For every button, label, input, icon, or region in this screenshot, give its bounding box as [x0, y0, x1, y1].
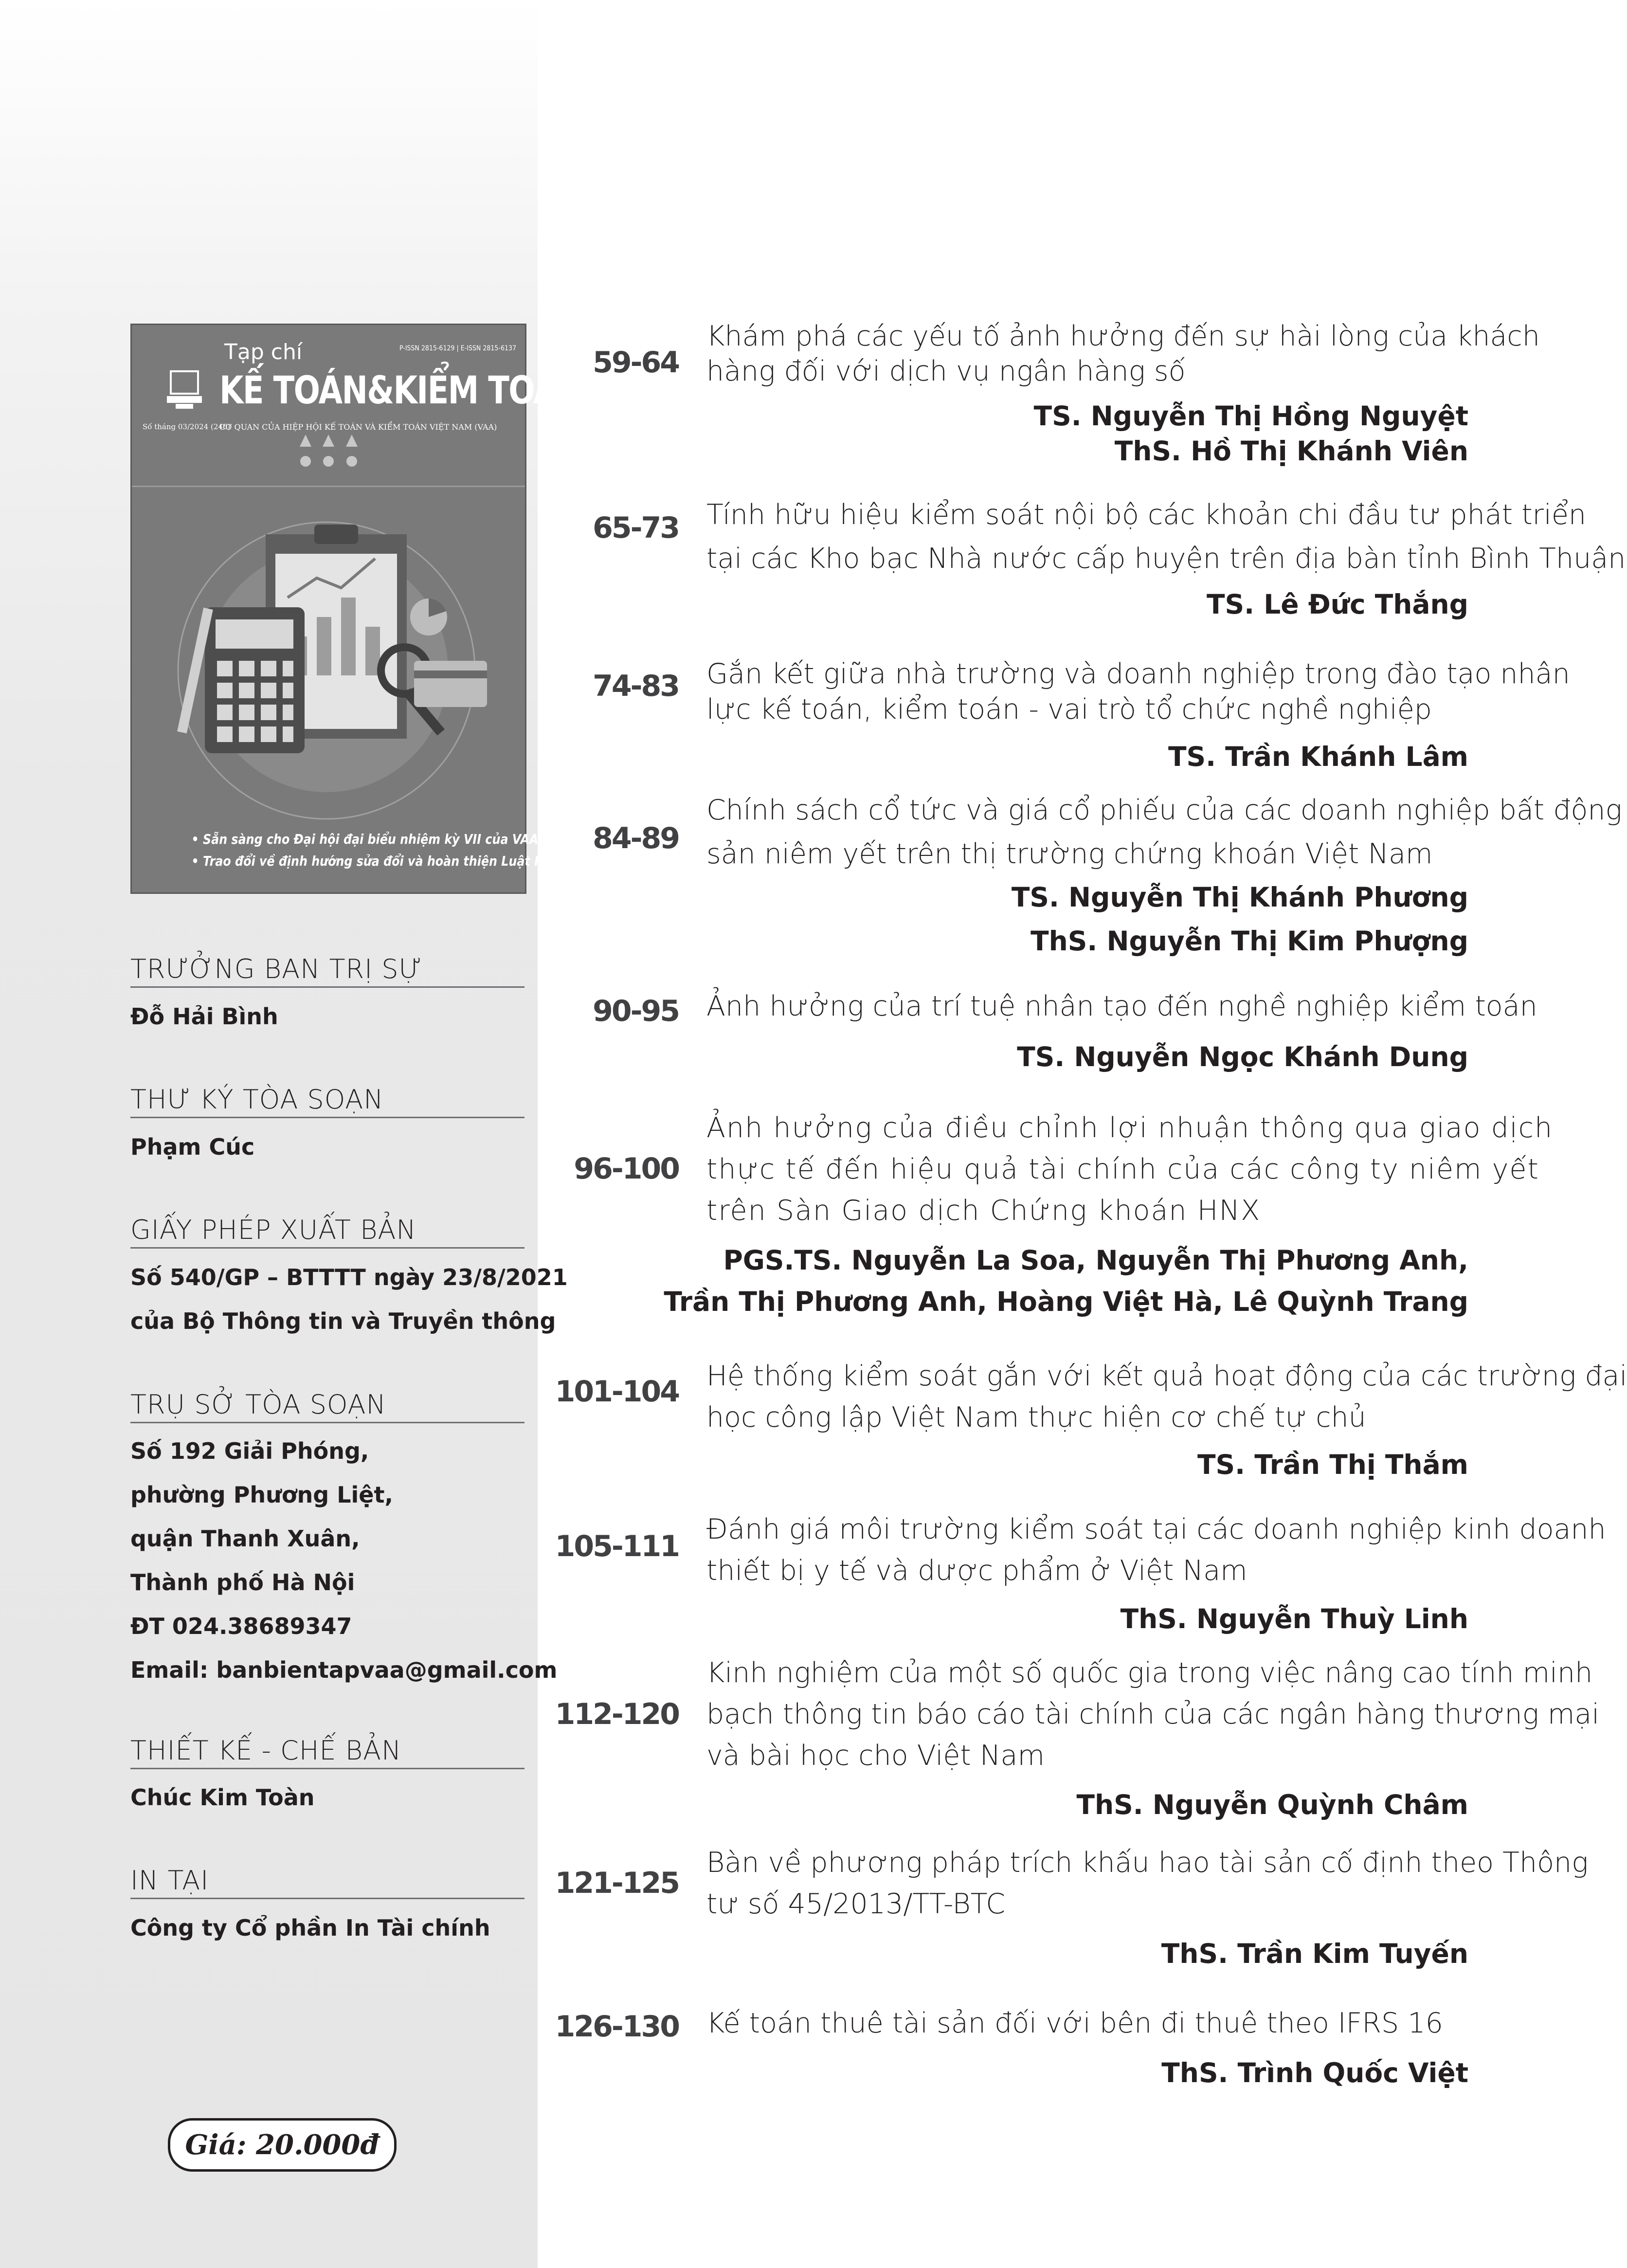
cover-org: CƠ QUAN CỦA HIỆP HỘI KẾ TOÁN VÀ KIỂM TOÁN VIỆT NAM (VAA): [219, 422, 497, 432]
toc-author: TS. Lê Đức Thắng: [1207, 589, 1468, 620]
toc-author: ThS. Hồ Thị Khánh Viên: [1114, 435, 1468, 467]
toc-author: TS. Trần Thị Thắm: [1197, 1449, 1468, 1480]
staff-label: THIẾT KẾ - CHẾ BẢN: [130, 1735, 524, 1769]
toc-author: TS. Nguyễn Thị Hồng Nguyệt: [1033, 400, 1468, 432]
toc-author: ThS. Nguyễn Thuỳ Linh: [1120, 1603, 1468, 1634]
staff-value: Số 540/GP – BTTTT ngày 23/8/2021: [130, 1264, 568, 1290]
toc-title-line: Kế toán thuê tài sản đối với bên đi thuê theo IFRS 16: [706, 2007, 1443, 2039]
toc-title-line: Kinh nghiệm của một số quốc gia trong việc nâng cao tính minh: [706, 1657, 1593, 1689]
toc-author: TS. Nguyễn Ngọc Khánh Dung: [1017, 1041, 1468, 1072]
toc-pages: 105-111: [555, 1529, 679, 1563]
toc-title-line: Tính hữu hiệu kiểm soát nội bộ các khoản chi đầu tư phát triển: [706, 499, 1587, 531]
toc-pages: 59-64: [593, 345, 679, 380]
staff-value: ĐT 024.38689347: [130, 1613, 352, 1639]
toc-title-line: Ảnh hưởng của trí tuệ nhân tạo đến nghề nghiệp kiểm toán: [706, 990, 1537, 1022]
toc-pages: 101-104: [555, 1375, 679, 1409]
toc-title-line: hàng đối với dịch vụ ngân hàng số: [706, 355, 1186, 387]
toc-pages: 126-130: [555, 2010, 679, 2044]
toc-author: ThS. Trần Kim Tuyến: [1161, 1938, 1468, 1969]
price-badge: Giá: 20.000đ: [168, 2118, 397, 2172]
staff-label: GIẤY PHÉP XUẤT BẢN: [130, 1215, 524, 1249]
toc-pages: 90-95: [593, 994, 679, 1028]
cover-headline: • Trao đổi về định hướng sửa đổi và hoàn thiện Luật Kế toán 2015: [191, 853, 621, 869]
toc-title-line: sản niêm yết trên thị trường chứng khoán Việt Nam: [706, 838, 1433, 870]
staff-value: quận Thanh Xuân,: [130, 1525, 360, 1552]
toc-title-line: trên Sàn Giao dịch Chứng khoán HNX: [706, 1195, 1261, 1227]
cover-magazine-name: KẾ TOÁN&KIỂM TOÁN: [219, 369, 582, 413]
cover-tapchi: Tạp chí: [224, 340, 303, 364]
toc-title-line: thực tế đến hiệu quả tài chính của các công ty niêm yết: [706, 1153, 1539, 1185]
staff-value: Thành phố Hà Nội: [130, 1569, 355, 1596]
toc-title-line: lực kế toán, kiểm toán - vai trò tổ chức nghề nghiệp: [706, 693, 1432, 726]
staff-value: phường Phương Liệt,: [130, 1482, 393, 1508]
staff-label: IN TẠI: [130, 1865, 524, 1899]
toc-author: PGS.TS. Nguyễn La Soa, Nguyễn Thị Phương Anh,: [723, 1245, 1468, 1276]
toc-title-line: và bài học cho Việt Nam: [706, 1740, 1045, 1772]
toc-title-line: tại các Kho bạc Nhà nước cấp huyện trên địa bàn tỉnh Bình Thuận: [706, 543, 1626, 575]
toc-author: ThS. Nguyễn Thị Kim Phượng: [1030, 925, 1468, 957]
toc-title-line: tư số 45/2013/TT-BTC: [706, 1888, 1006, 1920]
staff-value: Công ty Cổ phần In Tài chính: [130, 1915, 490, 1941]
toc-title-line: Gắn kết giữa nhà trường và doanh nghiệp trong đào tạo nhân: [706, 658, 1570, 690]
toc-pages: 65-73: [593, 511, 679, 545]
staff-value: của Bộ Thông tin và Truyền thông: [130, 1308, 556, 1334]
cover-issn: P-ISSN 2815-6129 | E-ISSN 2815-6137: [399, 345, 516, 352]
toc-title-line: thiết bị y tế và dược phẩm ở Việt Nam: [706, 1555, 1247, 1587]
toc-pages: 112-120: [555, 1697, 679, 1731]
staff-label: THƯ KÝ TÒA SOẠN: [130, 1084, 524, 1118]
staff-value: Email: banbientapvaa@gmail.com: [130, 1657, 558, 1683]
staff-value: Phạm Cúc: [130, 1134, 255, 1160]
cover-headline: • Sẵn sàng cho Đại hội đại biểu nhiệm kỳ VII của VAA: [191, 831, 539, 847]
staff-value: Đỗ Hải Bình: [130, 1003, 278, 1030]
toc-author: Trần Thị Phương Anh, Hoàng Việt Hà, Lê Quỳnh Trang: [664, 1286, 1468, 1317]
magazine-cover: [130, 324, 621, 894]
staff-value: Số 192 Giải Phóng,: [130, 1438, 369, 1464]
staff-label: TRƯỞNG BAN TRỊ SỰ: [130, 954, 524, 988]
cover-issue: Số tháng 03/2024 (246): [143, 422, 231, 431]
staff-value: Chúc Kim Toàn: [130, 1784, 315, 1811]
toc-title-line: học công lập Việt Nam thực hiện cơ chế tự chủ: [706, 1401, 1366, 1433]
toc-author: ThS. Nguyễn Quỳnh Châm: [1076, 1789, 1468, 1820]
toc-pages: 74-83: [593, 669, 679, 703]
toc-author: ThS. Trình Quốc Việt: [1161, 2057, 1468, 2088]
toc-author: TS. Nguyễn Thị Khánh Phương: [1011, 882, 1468, 913]
staff-label: TRỤ SỞ TÒA SOẠN: [130, 1389, 524, 1423]
toc-pages: 96-100: [574, 1152, 679, 1186]
toc-title-line: Chính sách cổ tức và giá cổ phiếu của các doanh nghiệp bất động: [706, 794, 1622, 826]
toc-pages: 121-125: [555, 1866, 679, 1900]
toc-title-line: Đánh giá môi trường kiểm soát tại các doanh nghiệp kinh doanh: [706, 1513, 1606, 1545]
toc-title-line: Khám phá các yếu tố ảnh hưởng đến sự hài lòng của khách: [706, 320, 1540, 352]
toc-author: TS. Trần Khánh Lâm: [1168, 741, 1468, 772]
toc-title-line: Hệ thống kiểm soát gắn với kết quả hoạt động của các trường đại: [706, 1360, 1627, 1392]
toc-title-line: Bàn về phương pháp trích khấu hao tài sản cố định theo Thông: [706, 1847, 1589, 1879]
toc-pages: 84-89: [593, 821, 679, 855]
toc-title-line: bạch thông tin báo cáo tài chính của các ngân hàng thương mại: [706, 1698, 1600, 1730]
toc-title-line: Ảnh hưởng của điều chỉnh lợi nhuận thông qua giao dịch: [706, 1112, 1554, 1144]
